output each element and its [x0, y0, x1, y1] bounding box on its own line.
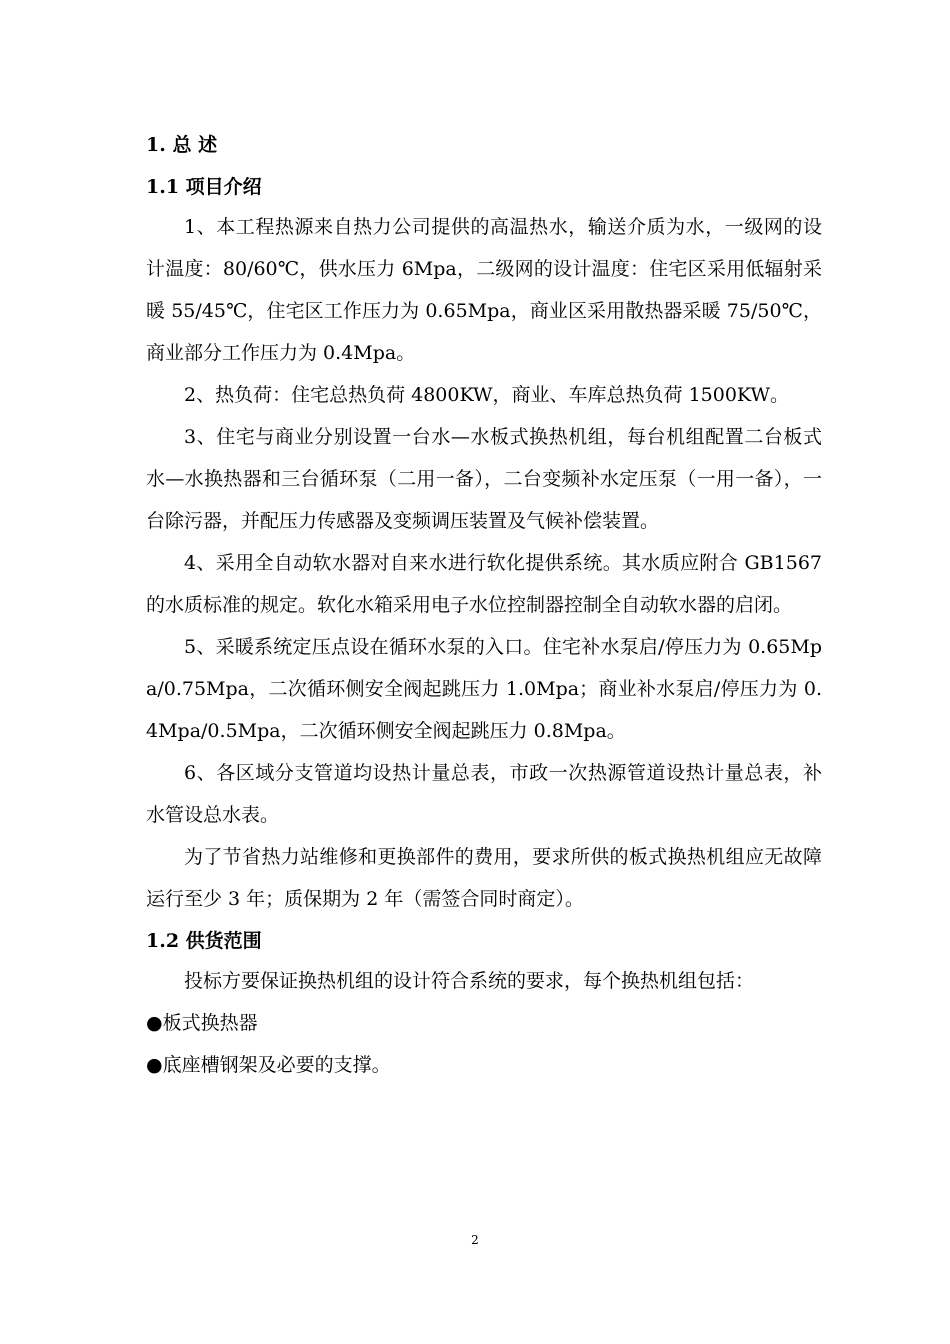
paragraph-warranty: 为了节省热力站维修和更换部件的费用，要求所供的板式换热机组应无故障运行至少 3 年；质保期为 2 年（需签合同时商定）。: [146, 846, 822, 910]
section-heading-1: 1. 总 述: [146, 134, 218, 156]
page-number: 2: [471, 1233, 479, 1247]
paragraph-metering: 6、各区域分支管道均设热计量总表，市政一次热源管道设热计量总表，补水管设总水表。: [146, 762, 822, 826]
paragraph-unit-config: 3、住宅与商业分别设置一台水—水板式换热机组，每台机组配置二台板式水—水换热器和三台循环泵（二用一备），二台变频补水定压泵（一用一备），一台除污器，并配压力传感器及变频调压装置及气候补偿装置。: [146, 426, 822, 532]
section-heading-1-2: 1.2 供货范围: [146, 930, 262, 952]
paragraph-heat-source: 1、本工程热源来自热力公司提供的高温热水，输送介质为水，一级网的设计温度：80/60℃，供水压力 6Mpa，二级网的设计温度：住宅区采用低辐射采暖 55/45℃，住宅区工作压力为 0.65Mpa，商业区采用散热器采暖 75/50℃，商业部分工作压力为 0.4Mpa。: [146, 216, 822, 364]
page-content: [146, 126, 822, 1086]
paragraph-scope: 投标方要保证换热机组的设计符合系统的要求，每个换热机组包括：: [184, 970, 755, 992]
paragraph-water-softener: 4、采用全自动软水器对自来水进行软化提供系统。其水质应附合 GB1567 的水质标准的规定。软化水箱采用电子水位控制器控制全自动软水器的启闭。: [146, 552, 822, 616]
bullet-item: ●板式换热器: [146, 1012, 258, 1034]
bullet-item: ●底座槽钢架及必要的支撑。: [146, 1054, 391, 1076]
paragraph-heat-load: 2、热负荷：住宅总热负荷 4800KW，商业、车库总热负荷 1500KW。: [184, 384, 789, 406]
section-heading-1-1: 1.1 项目介绍: [146, 176, 262, 198]
paragraph-pressure-points: 5、采暖系统定压点设在循环水泵的入口。住宅补水泵启/停压力为 0.65Mpa/0.75Mpa，二次循环侧安全阀起跳压力 1.0Mpa；商业补水泵启/停压力为 0.4Mpa/0.5Mpa，二次循环侧安全阀起跳压力 0.8Mpa。: [146, 636, 822, 742]
